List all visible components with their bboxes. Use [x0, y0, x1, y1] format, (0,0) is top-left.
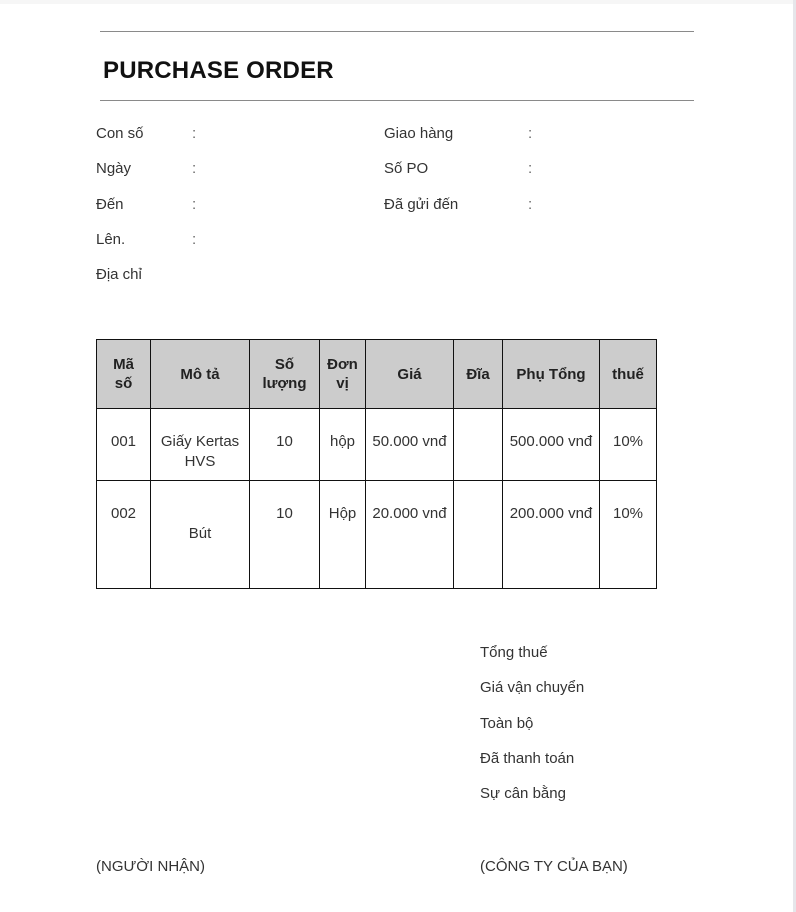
cell-unit: Hộp [320, 481, 366, 589]
header-quantity: Số lượng [250, 340, 320, 409]
field-label-giao-hang: Giao hàng [384, 125, 454, 142]
field-label-da-gui-den: Đã gửi đến [384, 196, 459, 213]
title-rule [100, 100, 694, 101]
header-unit: Đơn vị [320, 340, 366, 409]
field-colon: : [528, 196, 533, 213]
document-title: PURCHASE ORDER [103, 57, 334, 84]
cell-code: 002 [97, 481, 151, 589]
cell-subtotal: 200.000 vnđ [503, 481, 600, 589]
summary-balance: Sự cân bằng [480, 785, 566, 802]
field-label-dia-chi: Địa chỉ [96, 266, 142, 283]
signature-recipient: (NGƯỜI NHẬN) [96, 858, 205, 875]
summary-paid: Đã thanh toán [480, 750, 575, 767]
signature-company: (CÔNG TY CỦA BẠN) [480, 858, 628, 875]
field-colon: : [528, 125, 533, 142]
table-header-row [97, 340, 657, 409]
cell-description: Giấy Kertas HVS [151, 409, 250, 481]
field-colon: : [192, 196, 197, 213]
cell-quantity: 10 [250, 409, 320, 481]
field-label-ngay: Ngày [96, 160, 132, 177]
top-rule [100, 31, 694, 32]
cell-tax: 10% [600, 481, 657, 589]
summary-shipping: Giá vận chuyển [480, 679, 585, 696]
cell-description: Bút [151, 481, 250, 589]
field-label-den: Đến [96, 196, 124, 213]
header-price: Giá [366, 340, 454, 409]
header-description: Mô tả [151, 340, 250, 409]
field-colon: : [192, 231, 197, 248]
table-row [97, 409, 657, 481]
header-subtotal: Phụ Tổng [503, 340, 600, 409]
cell-discount [454, 481, 503, 589]
table-row [97, 481, 657, 589]
summary-grand-total: Toàn bộ [480, 715, 534, 732]
page-top-shade [0, 0, 793, 4]
field-label-len: Lên. [96, 231, 126, 248]
cell-tax: 10% [600, 409, 657, 481]
items-table [96, 339, 657, 589]
field-colon: : [528, 160, 533, 177]
cell-price: 50.000 vnđ [366, 409, 454, 481]
cell-subtotal: 500.000 vnđ [503, 409, 600, 481]
field-colon: : [192, 125, 197, 142]
field-label-con-so: Con số [96, 125, 144, 142]
header-code: Mã số [97, 340, 151, 409]
cell-unit: hộp [320, 409, 366, 481]
field-label-so-po: Số PO [384, 160, 429, 177]
cell-code: 001 [97, 409, 151, 481]
cell-quantity: 10 [250, 481, 320, 589]
field-colon: : [192, 160, 197, 177]
header-tax: thuế [600, 340, 657, 409]
header-discount: Đĩa [454, 340, 503, 409]
summary-total-tax: Tổng thuế [480, 644, 548, 661]
cell-discount [454, 409, 503, 481]
cell-price: 20.000 vnđ [366, 481, 454, 589]
